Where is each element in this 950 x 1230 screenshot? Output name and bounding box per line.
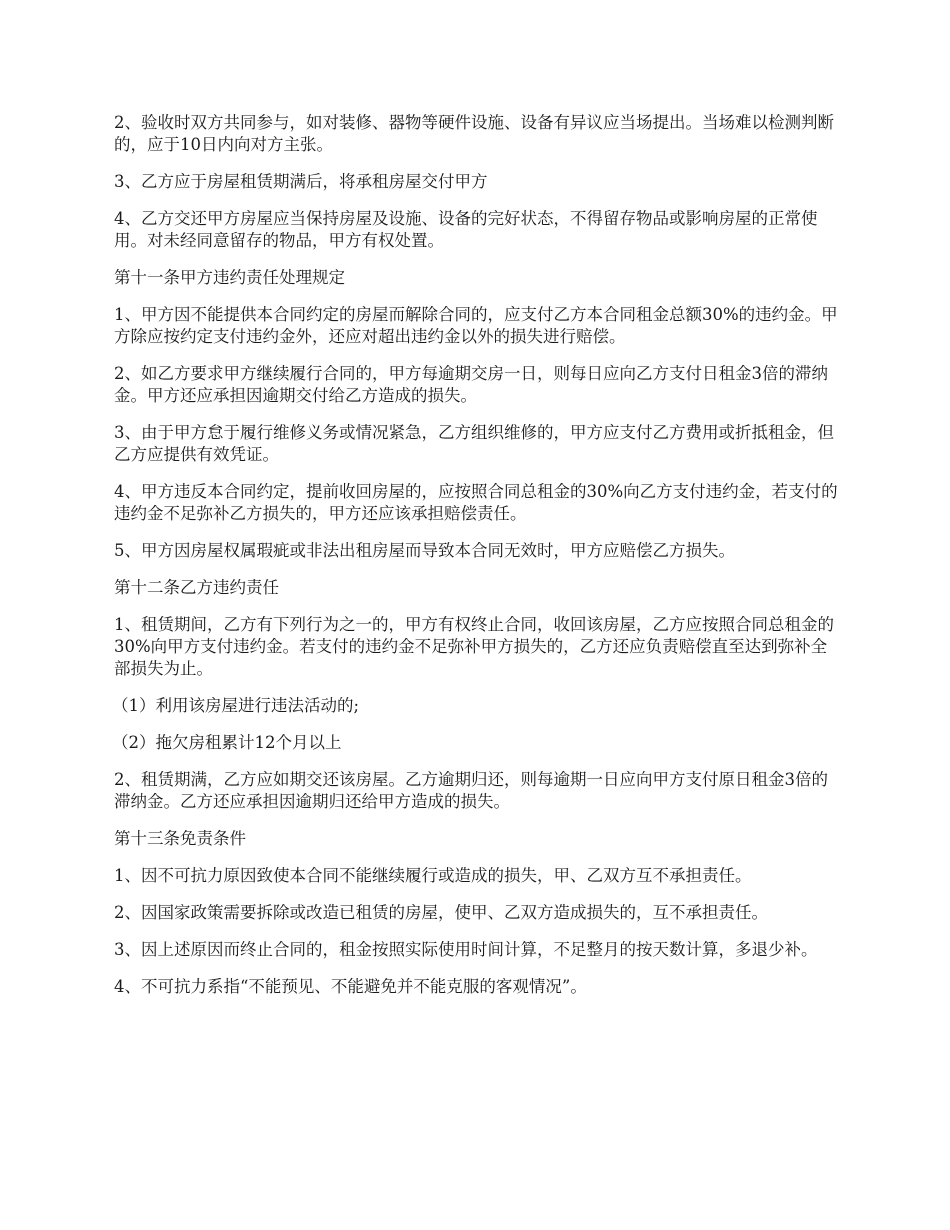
clause-paragraph: 3、由于甲方怠于履行维修义务或情况紧急，乙方组织维修的，甲方应支付乙方费用或折抵租金，但乙方应提供有效凭证。 [114,423,834,464]
clause-paragraph: 2、租赁期满，乙方应如期交还该房屋。乙方逾期归还，则每逾期一日应向甲方支付原日租金3倍的滞纳金。乙方还应承担因逾期归还给甲方造成的损失。 [114,770,828,811]
clause-paragraph: 1、因不可抗力原因致使本合同不能继续履行或造成的损失，甲、乙双方互不承担责任。 [114,866,752,885]
list-item: （1）利用该房屋进行违法活动的; [112,696,360,715]
article-heading: 第十三条免责条件 [114,829,246,848]
clause-paragraph: 3、因上述原因而终止合同的，租金按照实际使用时间计算，不足整月的按天数计算，多退少补。 [114,940,818,959]
clause-paragraph: 5、甲方因房屋权属瑕疵或非法出租房屋而导致本合同无效时，甲方应赔偿乙方损失。 [114,541,735,560]
document-body [114,112,842,1013]
clause-paragraph: 4、甲方违反本合同约定，提前收回房屋的，应按照合同总租金的30%向乙方支付违约金，若支付的违约金不足弥补乙方损失的，甲方还应该承担赔偿责任。 [114,482,838,523]
article-heading: 第十一条甲方违约责任处理规定 [114,268,345,287]
clause-paragraph: 2、验收时双方共同参与，如对装修、器物等硬件设施、设备有异议应当场提出。当场难以检测判断的，应于10日内向对方主张。 [114,113,834,154]
clause-paragraph: 4、乙方交还甲方房屋应当保持房屋及设施、设备的完好状态，不得留存物品或影响房屋的正常使用。对未经同意留存的物品，甲方有权处置。 [114,209,818,250]
clause-paragraph: 1、甲方因不能提供本合同约定的房屋而解除合同的，应支付乙方本合同租金总额30%的违约金。甲方除应按约定支付违约金外，还应对超出违约金以外的损失进行赔偿。 [114,305,838,346]
clause-paragraph: 3、乙方应于房屋租赁期满后，将承租房屋交付甲方 [114,172,488,191]
article-heading: 第十二条乙方违约责任 [114,578,279,597]
clause-paragraph: 1、租赁期间，乙方有下列行为之一的，甲方有权终止合同，收回该房屋，乙方应按照合同总租金的30%向甲方支付违约金。若支付的违约金不足弥补甲方损失的，乙方还应负责赔偿直至达到弥补全部损失为止。 [114,615,834,678]
list-item: （2）拖欠房租累计12个月以上 [112,733,342,752]
clause-paragraph: 4、不可抗力系指“不能预见、不能避免并不能克服的客观情况”。 [114,977,587,996]
clause-paragraph: 2、如乙方要求甲方继续履行合同的，甲方每逾期交房一日，则每日应向乙方支付日租金3倍的滞纳金。甲方还应承担因逾期交付给乙方造成的损失。 [114,364,828,405]
clause-paragraph: 2、因国家政策需要拆除或改造已租赁的房屋，使甲、乙双方造成损失的，互不承担责任。 [114,903,768,922]
